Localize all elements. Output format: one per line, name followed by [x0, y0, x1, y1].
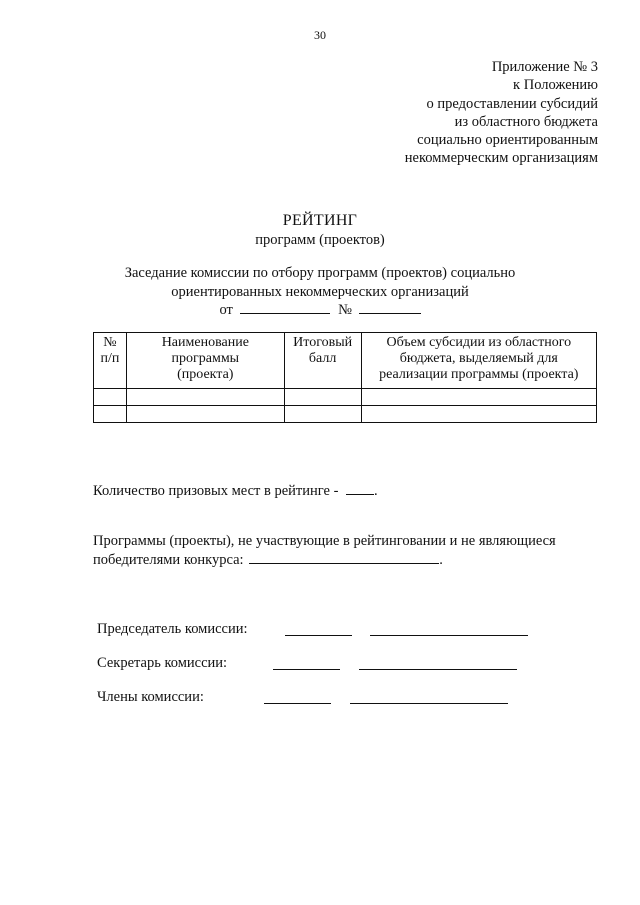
page-number: 30: [314, 28, 326, 42]
chairman-label: Председатель комиссии:: [97, 621, 248, 637]
rating-table: [93, 332, 597, 423]
prize-places-end: .: [374, 483, 378, 499]
table-row: [94, 406, 597, 423]
non-participants-blank: [249, 551, 439, 564]
table-cell[interactable]: [126, 389, 284, 406]
prize-places-line: [93, 482, 378, 500]
secretary-name-line: [359, 669, 517, 670]
table-cell[interactable]: [94, 406, 127, 423]
table-cell[interactable]: [361, 406, 596, 423]
document-title: РЕЙТИНГ: [282, 212, 358, 229]
chairman-name-line: [370, 635, 528, 636]
number-blank: [359, 301, 421, 314]
meeting-info: [0, 264, 640, 320]
meeting-date-line: [0, 301, 640, 320]
appendix-line: о предоставлении субсидий: [426, 95, 598, 112]
appendix-line: к Положению: [513, 77, 598, 94]
header-number: № п/п: [94, 333, 127, 389]
table-cell[interactable]: [126, 406, 284, 423]
header-subsidy-amount: Объем субсидии из областного бюджета, выделяемый для реализации программы (проекта): [361, 333, 596, 389]
non-participants-label: победителями конкурса:: [93, 551, 244, 568]
non-participants-line-2: [93, 551, 556, 570]
date-blank: [240, 301, 330, 314]
header-final-score: Итоговый балл: [284, 333, 361, 389]
table-header-row: [94, 333, 597, 389]
appendix-line: некоммерческим организациям: [404, 150, 598, 167]
non-participants-block: [93, 532, 556, 569]
prize-places-blank: [346, 482, 374, 495]
appendix-line: из областного бюджета: [454, 113, 598, 130]
members-signature-line: [264, 703, 331, 704]
table-row: [94, 389, 597, 406]
from-label: от: [219, 302, 233, 318]
secretary-label: Секретарь комиссии:: [97, 655, 228, 671]
appendix-block: [405, 58, 598, 168]
meeting-line-1: Заседание комиссии по отбору программ (проектов) социально: [124, 265, 516, 281]
meeting-line-2: ориентированных некоммерческих организаций: [171, 283, 469, 300]
document-subtitle: программ (проектов): [255, 232, 385, 248]
prize-places-label: Количество призовых мест в рейтинге -: [93, 483, 339, 499]
chairman-signature-line: [285, 635, 352, 636]
members-name-line: [350, 703, 508, 704]
non-participants-end: .: [439, 551, 443, 568]
non-participants-line-1: Программы (проекты), не участвующие в рейтинговании и не являющиеся: [93, 533, 556, 549]
appendix-line: Приложение № 3: [491, 59, 598, 75]
secretary-signature-line: [273, 669, 340, 670]
table-cell[interactable]: [284, 389, 361, 406]
header-program-name: Наименование программы (проекта): [126, 333, 284, 389]
table-cell[interactable]: [94, 389, 127, 406]
table-cell[interactable]: [361, 389, 596, 406]
table-cell[interactable]: [284, 406, 361, 423]
number-label: №: [338, 302, 352, 318]
appendix-line: социально ориентированным: [417, 132, 598, 149]
members-label: Члены комиссии:: [97, 689, 204, 705]
